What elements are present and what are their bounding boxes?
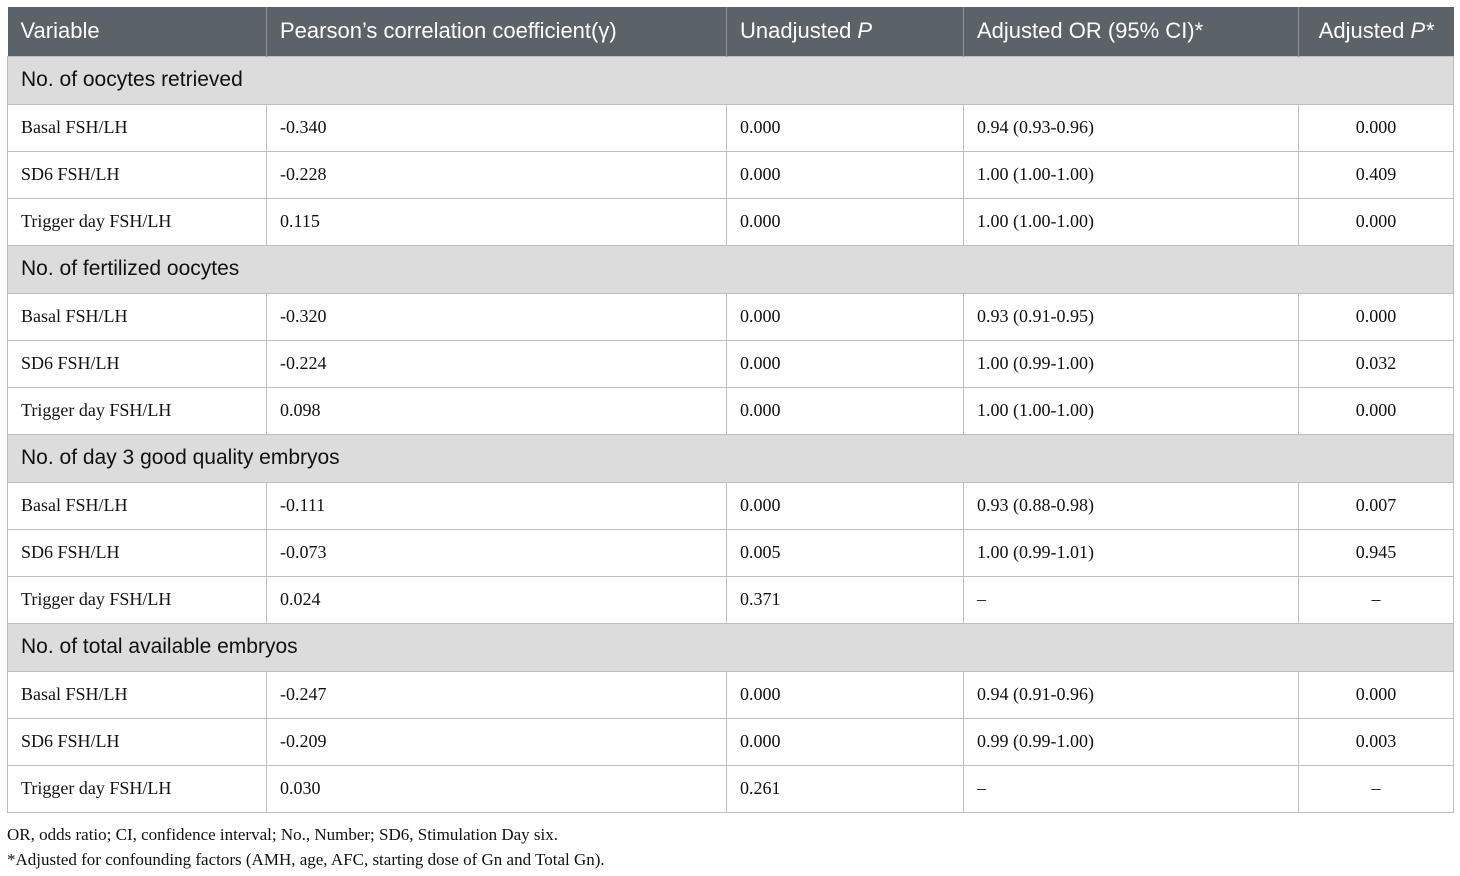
header-adjusted-p bbox=[1299, 7, 1454, 56]
group-row bbox=[8, 623, 1454, 671]
cell-unadjusted-p: 0.371 bbox=[727, 576, 964, 623]
table-row bbox=[8, 671, 1454, 718]
cell-adjusted-p: 0.000 bbox=[1299, 104, 1454, 151]
cell-adjusted-p: – bbox=[1299, 765, 1454, 812]
cell-adjusted-or: 0.93 (0.91-0.95) bbox=[964, 293, 1299, 340]
cell-adjusted-or: 0.94 (0.91-0.96) bbox=[964, 671, 1299, 718]
cell-adjusted-or: 0.99 (0.99-1.00) bbox=[964, 718, 1299, 765]
cell-adjusted-or: 1.00 (0.99-1.00) bbox=[964, 340, 1299, 387]
cell-variable: Basal FSH/LH bbox=[8, 482, 267, 529]
header-adjusted-or: Adjusted OR (95% CI)* bbox=[964, 7, 1299, 56]
cell-pearson-r: 0.030 bbox=[267, 765, 727, 812]
cell-variable: Basal FSH/LH bbox=[8, 293, 267, 340]
cell-adjusted-or: 1.00 (1.00-1.00) bbox=[964, 198, 1299, 245]
cell-variable: Trigger day FSH/LH bbox=[8, 387, 267, 434]
cell-variable: Trigger day FSH/LH bbox=[8, 198, 267, 245]
group-title: No. of day 3 good quality embryos bbox=[8, 434, 1454, 482]
cell-pearson-r: -0.209 bbox=[267, 718, 727, 765]
table-row bbox=[8, 293, 1454, 340]
correlation-table-container bbox=[7, 7, 1453, 813]
cell-adjusted-p: – bbox=[1299, 576, 1454, 623]
cell-adjusted-p: 0.409 bbox=[1299, 151, 1454, 198]
table-header bbox=[8, 7, 1454, 56]
header-adjusted-prefix: Adjusted bbox=[1318, 18, 1411, 44]
cell-pearson-r: 0.098 bbox=[267, 387, 727, 434]
cell-pearson-r: -0.224 bbox=[267, 340, 727, 387]
cell-pearson-r: -0.073 bbox=[267, 529, 727, 576]
cell-variable: Trigger day FSH/LH bbox=[8, 576, 267, 623]
cell-adjusted-p: 0.945 bbox=[1299, 529, 1454, 576]
table-row bbox=[8, 151, 1454, 198]
cell-adjusted-or: 1.00 (1.00-1.00) bbox=[964, 151, 1299, 198]
table-footnotes bbox=[7, 822, 605, 872]
cell-pearson-r: -0.320 bbox=[267, 293, 727, 340]
cell-adjusted-or: 0.93 (0.88-0.98) bbox=[964, 482, 1299, 529]
header-adjusted-p-symbol: P* bbox=[1410, 18, 1434, 44]
footnote-abbreviations: OR, odds ratio; CI, confidence interval; No., Number; SD6, Stimulation Day six. bbox=[7, 825, 559, 844]
group-title: No. of fertilized oocytes bbox=[8, 245, 1454, 293]
cell-variable: Basal FSH/LH bbox=[8, 671, 267, 718]
cell-adjusted-p: 0.000 bbox=[1299, 387, 1454, 434]
table-row bbox=[8, 576, 1454, 623]
cell-adjusted-or: – bbox=[964, 576, 1299, 623]
header-unadjusted-p bbox=[727, 7, 964, 56]
cell-unadjusted-p: 0.000 bbox=[727, 671, 964, 718]
cell-unadjusted-p: 0.000 bbox=[727, 151, 964, 198]
table-row bbox=[8, 765, 1454, 812]
cell-unadjusted-p: 0.000 bbox=[727, 482, 964, 529]
group-title: No. of total available embryos bbox=[8, 623, 1454, 671]
cell-pearson-r: 0.024 bbox=[267, 576, 727, 623]
table-body bbox=[8, 56, 1454, 812]
table-row bbox=[8, 104, 1454, 151]
cell-unadjusted-p: 0.000 bbox=[727, 387, 964, 434]
cell-unadjusted-p: 0.000 bbox=[727, 104, 964, 151]
table-row bbox=[8, 529, 1454, 576]
table-row bbox=[8, 198, 1454, 245]
cell-pearson-r: -0.247 bbox=[267, 671, 727, 718]
cell-adjusted-or: 0.94 (0.93-0.96) bbox=[964, 104, 1299, 151]
group-row bbox=[8, 56, 1454, 104]
cell-adjusted-p: 0.007 bbox=[1299, 482, 1454, 529]
cell-adjusted-or: 1.00 (0.99-1.01) bbox=[964, 529, 1299, 576]
table-row bbox=[8, 718, 1454, 765]
cell-adjusted-p: 0.000 bbox=[1299, 293, 1454, 340]
table-row bbox=[8, 387, 1454, 434]
group-title: No. of oocytes retrieved bbox=[8, 56, 1454, 104]
cell-pearson-r: -0.340 bbox=[267, 104, 727, 151]
correlation-table bbox=[7, 7, 1454, 813]
cell-adjusted-or: – bbox=[964, 765, 1299, 812]
header-unadjusted-p-symbol: P bbox=[857, 18, 873, 44]
group-row bbox=[8, 434, 1454, 482]
header-unadjusted-prefix: Unadjusted bbox=[740, 18, 858, 44]
cell-variable: SD6 FSH/LH bbox=[8, 718, 267, 765]
cell-variable: Basal FSH/LH bbox=[8, 104, 267, 151]
table-row bbox=[8, 482, 1454, 529]
cell-unadjusted-p: 0.000 bbox=[727, 198, 964, 245]
cell-adjusted-p: 0.000 bbox=[1299, 671, 1454, 718]
cell-unadjusted-p: 0.005 bbox=[727, 529, 964, 576]
cell-adjusted-p: 0.000 bbox=[1299, 198, 1454, 245]
header-row bbox=[8, 7, 1454, 56]
cell-adjusted-or: 1.00 (1.00-1.00) bbox=[964, 387, 1299, 434]
footnote-adjustment: *Adjusted for confounding factors (AMH, age, AFC, starting dose of Gn and Total Gn). bbox=[7, 850, 605, 869]
header-pearson: Pearson’s correlation coefficient(γ) bbox=[267, 7, 727, 56]
cell-unadjusted-p: 0.000 bbox=[727, 718, 964, 765]
cell-variable: SD6 FSH/LH bbox=[8, 529, 267, 576]
table-row bbox=[8, 340, 1454, 387]
cell-pearson-r: 0.115 bbox=[267, 198, 727, 245]
cell-unadjusted-p: 0.261 bbox=[727, 765, 964, 812]
cell-unadjusted-p: 0.000 bbox=[727, 340, 964, 387]
cell-variable: SD6 FSH/LH bbox=[8, 151, 267, 198]
group-row bbox=[8, 245, 1454, 293]
cell-pearson-r: -0.111 bbox=[267, 482, 727, 529]
cell-variable: Trigger day FSH/LH bbox=[8, 765, 267, 812]
cell-pearson-r: -0.228 bbox=[267, 151, 727, 198]
cell-variable: SD6 FSH/LH bbox=[8, 340, 267, 387]
cell-adjusted-p: 0.032 bbox=[1299, 340, 1454, 387]
header-variable: Variable bbox=[8, 7, 267, 56]
cell-unadjusted-p: 0.000 bbox=[727, 293, 964, 340]
cell-adjusted-p: 0.003 bbox=[1299, 718, 1454, 765]
